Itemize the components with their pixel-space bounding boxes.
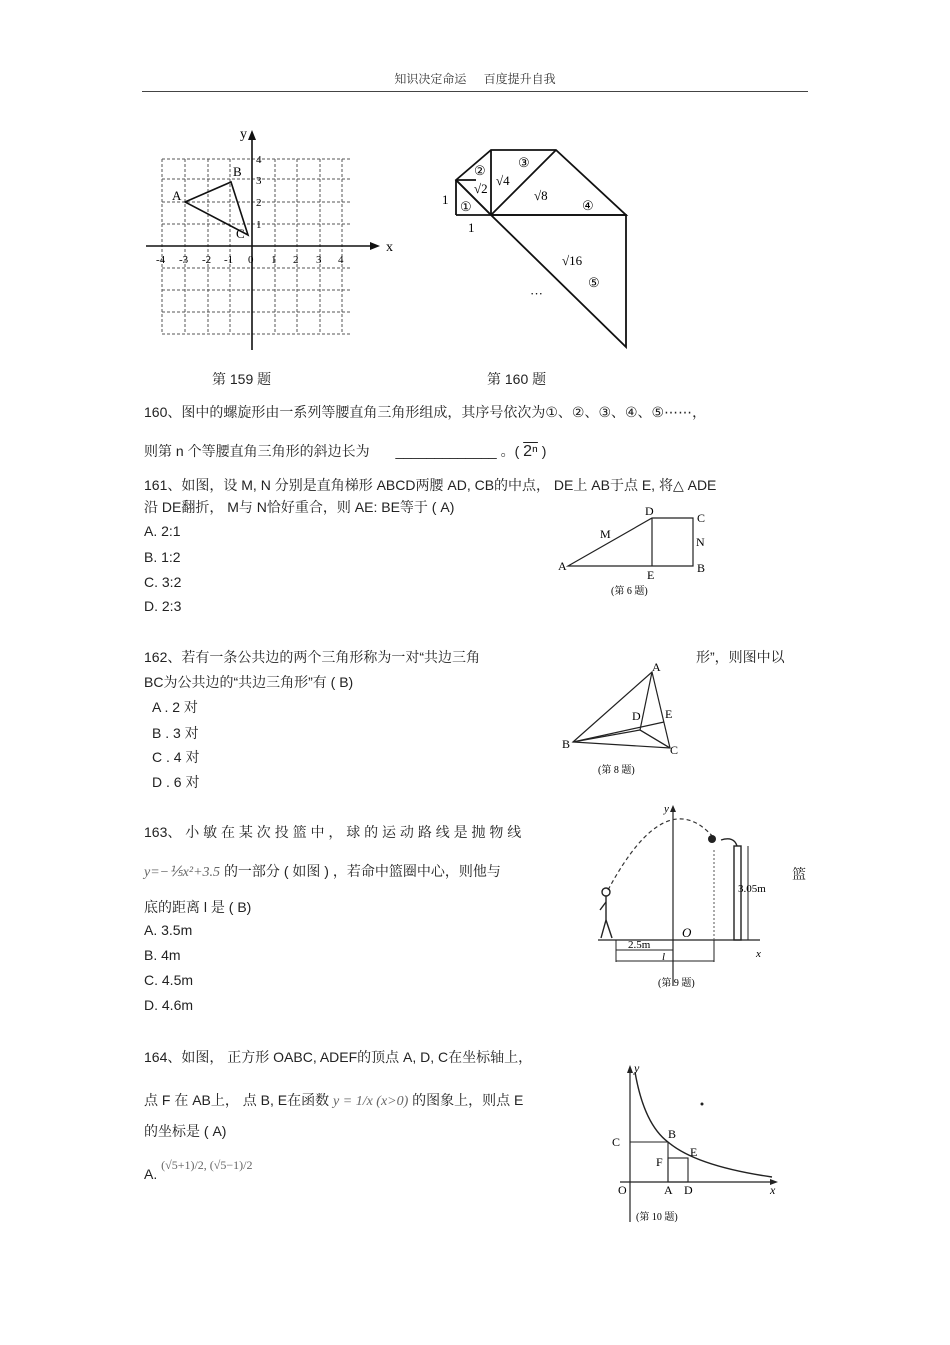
q162-option-c[interactable]: C . 4 对 [152, 749, 200, 765]
fig162-label-c: C [670, 743, 679, 757]
page-header [0, 70, 950, 87]
q161-option-b[interactable]: B. 1:2 [144, 549, 181, 565]
fig164-label-c: C [612, 1135, 621, 1149]
q164-formula: y = 1/x (x>0) [333, 1094, 409, 1109]
figure-159-caption: 第 159 题 [212, 371, 272, 387]
fig164-label-d: D [684, 1183, 693, 1197]
x-tick: 2 [293, 254, 299, 266]
q162-line2: BC为公共边的“共边三角形”有 ( B) [144, 674, 354, 690]
q160-line1: 160、图中的螺旋形由一系列等腰直角三角形组成，其序号依次为①、②、③、④、⑤⋯⋯， [144, 404, 707, 420]
q164-text-a: 点 F 在 AB上， 点 B, E在函数 [144, 1092, 330, 1108]
header-right-text: 百度提升自我 [483, 72, 556, 86]
answer-blank: _____________ [395, 443, 497, 459]
y-tick: 3 [256, 175, 262, 187]
fig164-label-a: A [664, 1183, 673, 1197]
fig161-label-a: A [558, 559, 567, 573]
fig162-label-a: A [652, 660, 661, 674]
fig161-caption: (第 6 题) [611, 586, 648, 597]
label-2: ② [474, 163, 486, 178]
header-rule [142, 91, 808, 92]
continuation-dots: ··· [530, 286, 543, 301]
q163-option-d[interactable]: D. 4.6m [144, 997, 194, 1013]
point-c-label: C [236, 226, 245, 241]
q163-line3: 底的距离 l 是 ( B) [144, 899, 252, 915]
q161-option-c[interactable]: C. 3:2 [144, 574, 182, 590]
fig163-l-label: l [662, 951, 666, 963]
fig161-label-e: E [647, 568, 655, 582]
q162-option-b[interactable]: B . 3 对 [152, 725, 199, 741]
figure-q163 [588, 802, 778, 992]
fig161-label-n: N [696, 535, 705, 549]
figure-160 [436, 140, 636, 352]
figure-159 [142, 122, 402, 354]
label-1: ① [460, 199, 472, 214]
side-length-label: 1 [442, 192, 449, 207]
q164-line1: 164、如图， 正方形 OABC, ADEF的顶点 A, D, C在坐标轴上， [144, 1049, 533, 1065]
q163-line1: 163、 小 敏 在 某 次 投 篮 中 ， 球 的 运 动 路 线 是 抛 物 线 [144, 824, 522, 840]
y-axis-label: y [240, 127, 247, 142]
answer-math: 2ⁿ [523, 443, 538, 460]
fig162-label-b: B [562, 737, 571, 751]
label-4: ④ [582, 198, 594, 213]
fig162-caption: (第 8 题) [598, 765, 635, 776]
q161-option-a[interactable]: A. 2:1 [144, 523, 181, 539]
y-tick: 4 [256, 154, 262, 166]
point-b-label: B [233, 164, 242, 179]
q160-line2 [144, 441, 546, 462]
fig161-label-b: B [697, 561, 706, 575]
q162-option-d[interactable]: D . 6 对 [152, 774, 200, 790]
fig164-origin-label: O [618, 1183, 627, 1197]
q164-option-a-label: A. [144, 1166, 158, 1182]
root-2-label: √2 [474, 181, 488, 196]
q161-line1: 161、如图，设 M, N 分别是直角梯形 ABCD两腰 AD, CB的中点， DE上 AB于点 E, 将△ ADE [144, 477, 717, 493]
q163-option-b[interactable]: B. 4m [144, 947, 181, 963]
fig162-label-e: E [665, 707, 673, 721]
answer-open: 。( [500, 443, 520, 459]
q160-text: 则第 n 个等腰直角三角形的斜边长为 [144, 443, 370, 459]
fig163-caption: (第 9 题) [658, 978, 695, 989]
q162-line1b: 形”，则图中以 [696, 649, 785, 665]
figure-q162 [560, 658, 690, 780]
fig164-label-f: F [656, 1155, 663, 1169]
fig163-distance-label: 2.5m [628, 939, 651, 951]
figure-q161 [553, 500, 723, 600]
root-4-label: √4 [496, 173, 510, 188]
y-tick: 1 [256, 219, 262, 231]
x-tick: -3 [179, 254, 189, 266]
q162-line1a: 162、若有一条公共边的两个三角形称为一对“共边三角 [144, 649, 481, 665]
x-tick: 3 [316, 254, 322, 266]
x-tick: 1 [271, 254, 277, 266]
q164-option-a-value: (√5+1)/2, (√5−1)/2 [161, 1158, 253, 1172]
x-tick: 4 [338, 254, 344, 266]
q163-option-a[interactable]: A. 3.5m [144, 922, 193, 938]
fig161-label-c: C [697, 511, 706, 525]
x-tick: -1 [224, 254, 234, 266]
fig164-y-label: y [634, 1062, 640, 1075]
fig163-x-label: x [756, 948, 761, 960]
q161-line2: 沿 DE翻折， M与 N恰好重合，则 AE: BE等于 ( A) [144, 499, 455, 515]
x-tick: -2 [202, 254, 212, 266]
y-tick: 2 [256, 197, 262, 209]
fig164-label-b: B [668, 1127, 677, 1141]
fig164-caption: (第 10 题) [636, 1212, 678, 1223]
root-16-label: √16 [562, 253, 583, 268]
answer-close: ) [541, 443, 547, 459]
fig163-height-label: 3.05m [738, 883, 766, 895]
q164-line2 [144, 1090, 523, 1112]
fig164-label-e: E [690, 1145, 698, 1159]
figure-160-caption: 第 160 题 [487, 371, 547, 387]
root-8-label: √8 [534, 188, 548, 203]
fig163-origin-label: O [682, 925, 692, 940]
label-3: ③ [518, 155, 530, 170]
x-tick: 0 [248, 254, 254, 266]
label-5: ⑤ [588, 275, 600, 290]
fig164-x-label: x [770, 1183, 776, 1197]
q163-option-c[interactable]: C. 4.5m [144, 972, 194, 988]
x-axis-label: x [386, 240, 393, 255]
fig163-y-label: y [664, 803, 669, 815]
fig162-label-d: D [632, 709, 641, 723]
fig161-label-d: D [645, 504, 654, 518]
q163-line2 [144, 861, 501, 883]
point-a-label: A [172, 188, 182, 203]
q161-option-d[interactable]: D. 2:3 [144, 598, 182, 614]
q164-line3: 的坐标是 ( A) [144, 1123, 227, 1139]
figure-q164 [584, 1062, 784, 1230]
q163-formula: y=−⅕x²+3.5 [144, 865, 221, 880]
q164-text-b: 的图象上，则点 E [412, 1092, 524, 1108]
q162-option-a[interactable]: A . 2 对 [152, 699, 198, 715]
header-left-text: 知识决定命运 [394, 72, 467, 86]
q163-text: 的一部分 ( 如图 ) ，若命中篮圈中心，则他与 [223, 863, 501, 879]
x-tick: -4 [156, 254, 166, 266]
side-length-label: 1 [468, 220, 475, 235]
q163-line2b: 篮 [792, 866, 806, 882]
q164-option-a[interactable] [144, 1158, 253, 1183]
fig161-label-m: M [600, 527, 611, 541]
